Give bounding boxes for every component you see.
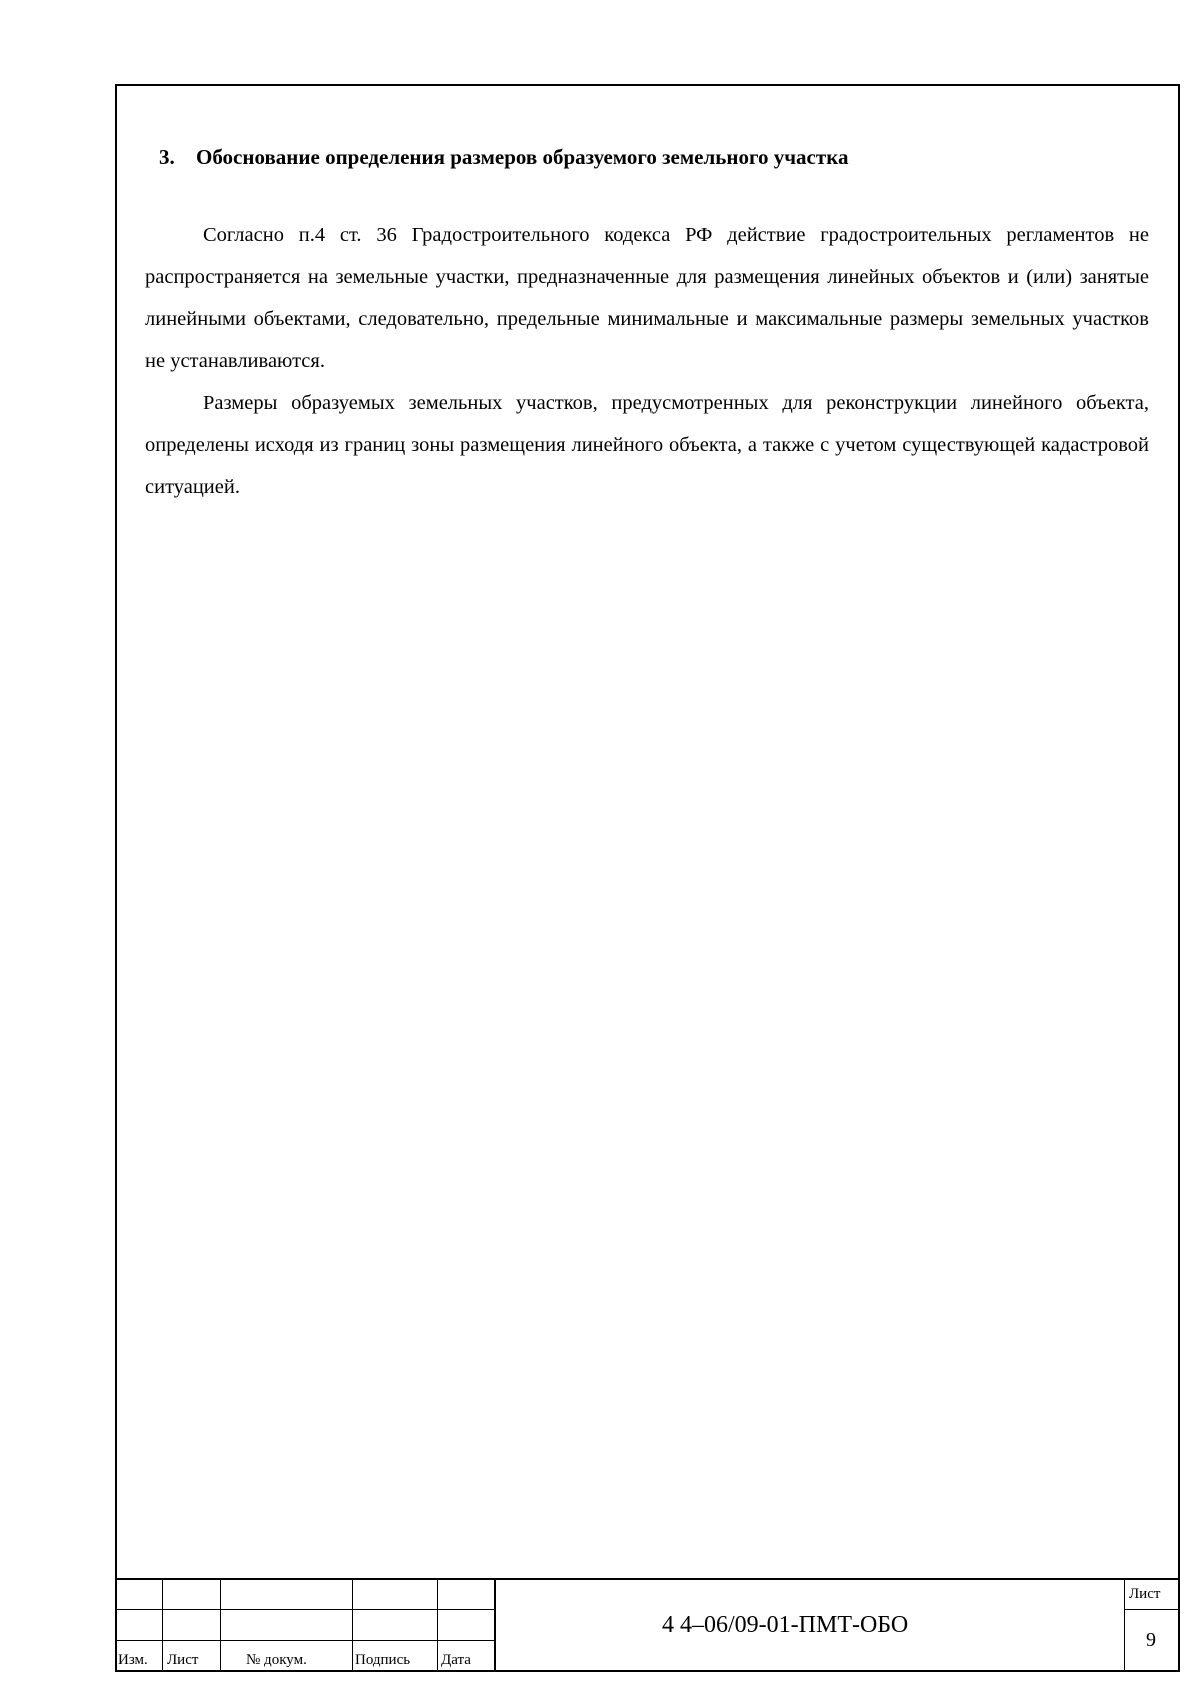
paragraph: Размеры образуемых земельных участков, предусмотренных для реконструкции линейного объекта, определены исходя из границ зоны размещения линейного объекта, а также с учетом существующей кадастровой ситуацией.	[145, 392, 1149, 498]
title-block-col-line	[220, 1578, 221, 1672]
paragraph: Согласно п.4 ст. 36 Градостроительного кодекса РФ действие градостроительных регламентов не распространяется на земельные участки, предназначенные для размещения линейных объектов и (или) занятые линейными объектами, следовательно, предельные минимальные и максимальные размеры земельных участков не устанавливаются.	[145, 224, 1149, 372]
column-label-list: Лист	[167, 1652, 199, 1668]
title-block-top-border	[115, 1578, 1180, 1580]
title-block-col-line	[494, 1578, 496, 1672]
sheet-number: 9	[1146, 1629, 1156, 1651]
title-block	[115, 1578, 1180, 1672]
column-label-doc-number: № докум.	[246, 1652, 307, 1668]
sheet-label: Лист	[1129, 1586, 1161, 1602]
title-block-col-line	[162, 1578, 163, 1672]
title-block-row-line	[1124, 1609, 1180, 1610]
title-block-col-line	[352, 1578, 353, 1672]
column-label-izm: Изм.	[118, 1652, 148, 1668]
section-number: 3.	[159, 145, 175, 169]
section-heading	[159, 140, 1159, 174]
section-title: Обоснование определения размеров образуемого земельного участка	[196, 145, 849, 169]
title-block-row-line	[115, 1609, 495, 1610]
title-block-col-line	[437, 1578, 438, 1672]
document-code: 4 4–06/09-01-ПМТ-ОБО	[662, 1612, 909, 1638]
column-label-signature: Подпись	[355, 1652, 411, 1668]
column-label-date: Дата	[441, 1652, 471, 1668]
title-block-row-line	[115, 1640, 495, 1641]
title-block-col-line	[1124, 1578, 1125, 1672]
body-text	[145, 214, 1149, 508]
